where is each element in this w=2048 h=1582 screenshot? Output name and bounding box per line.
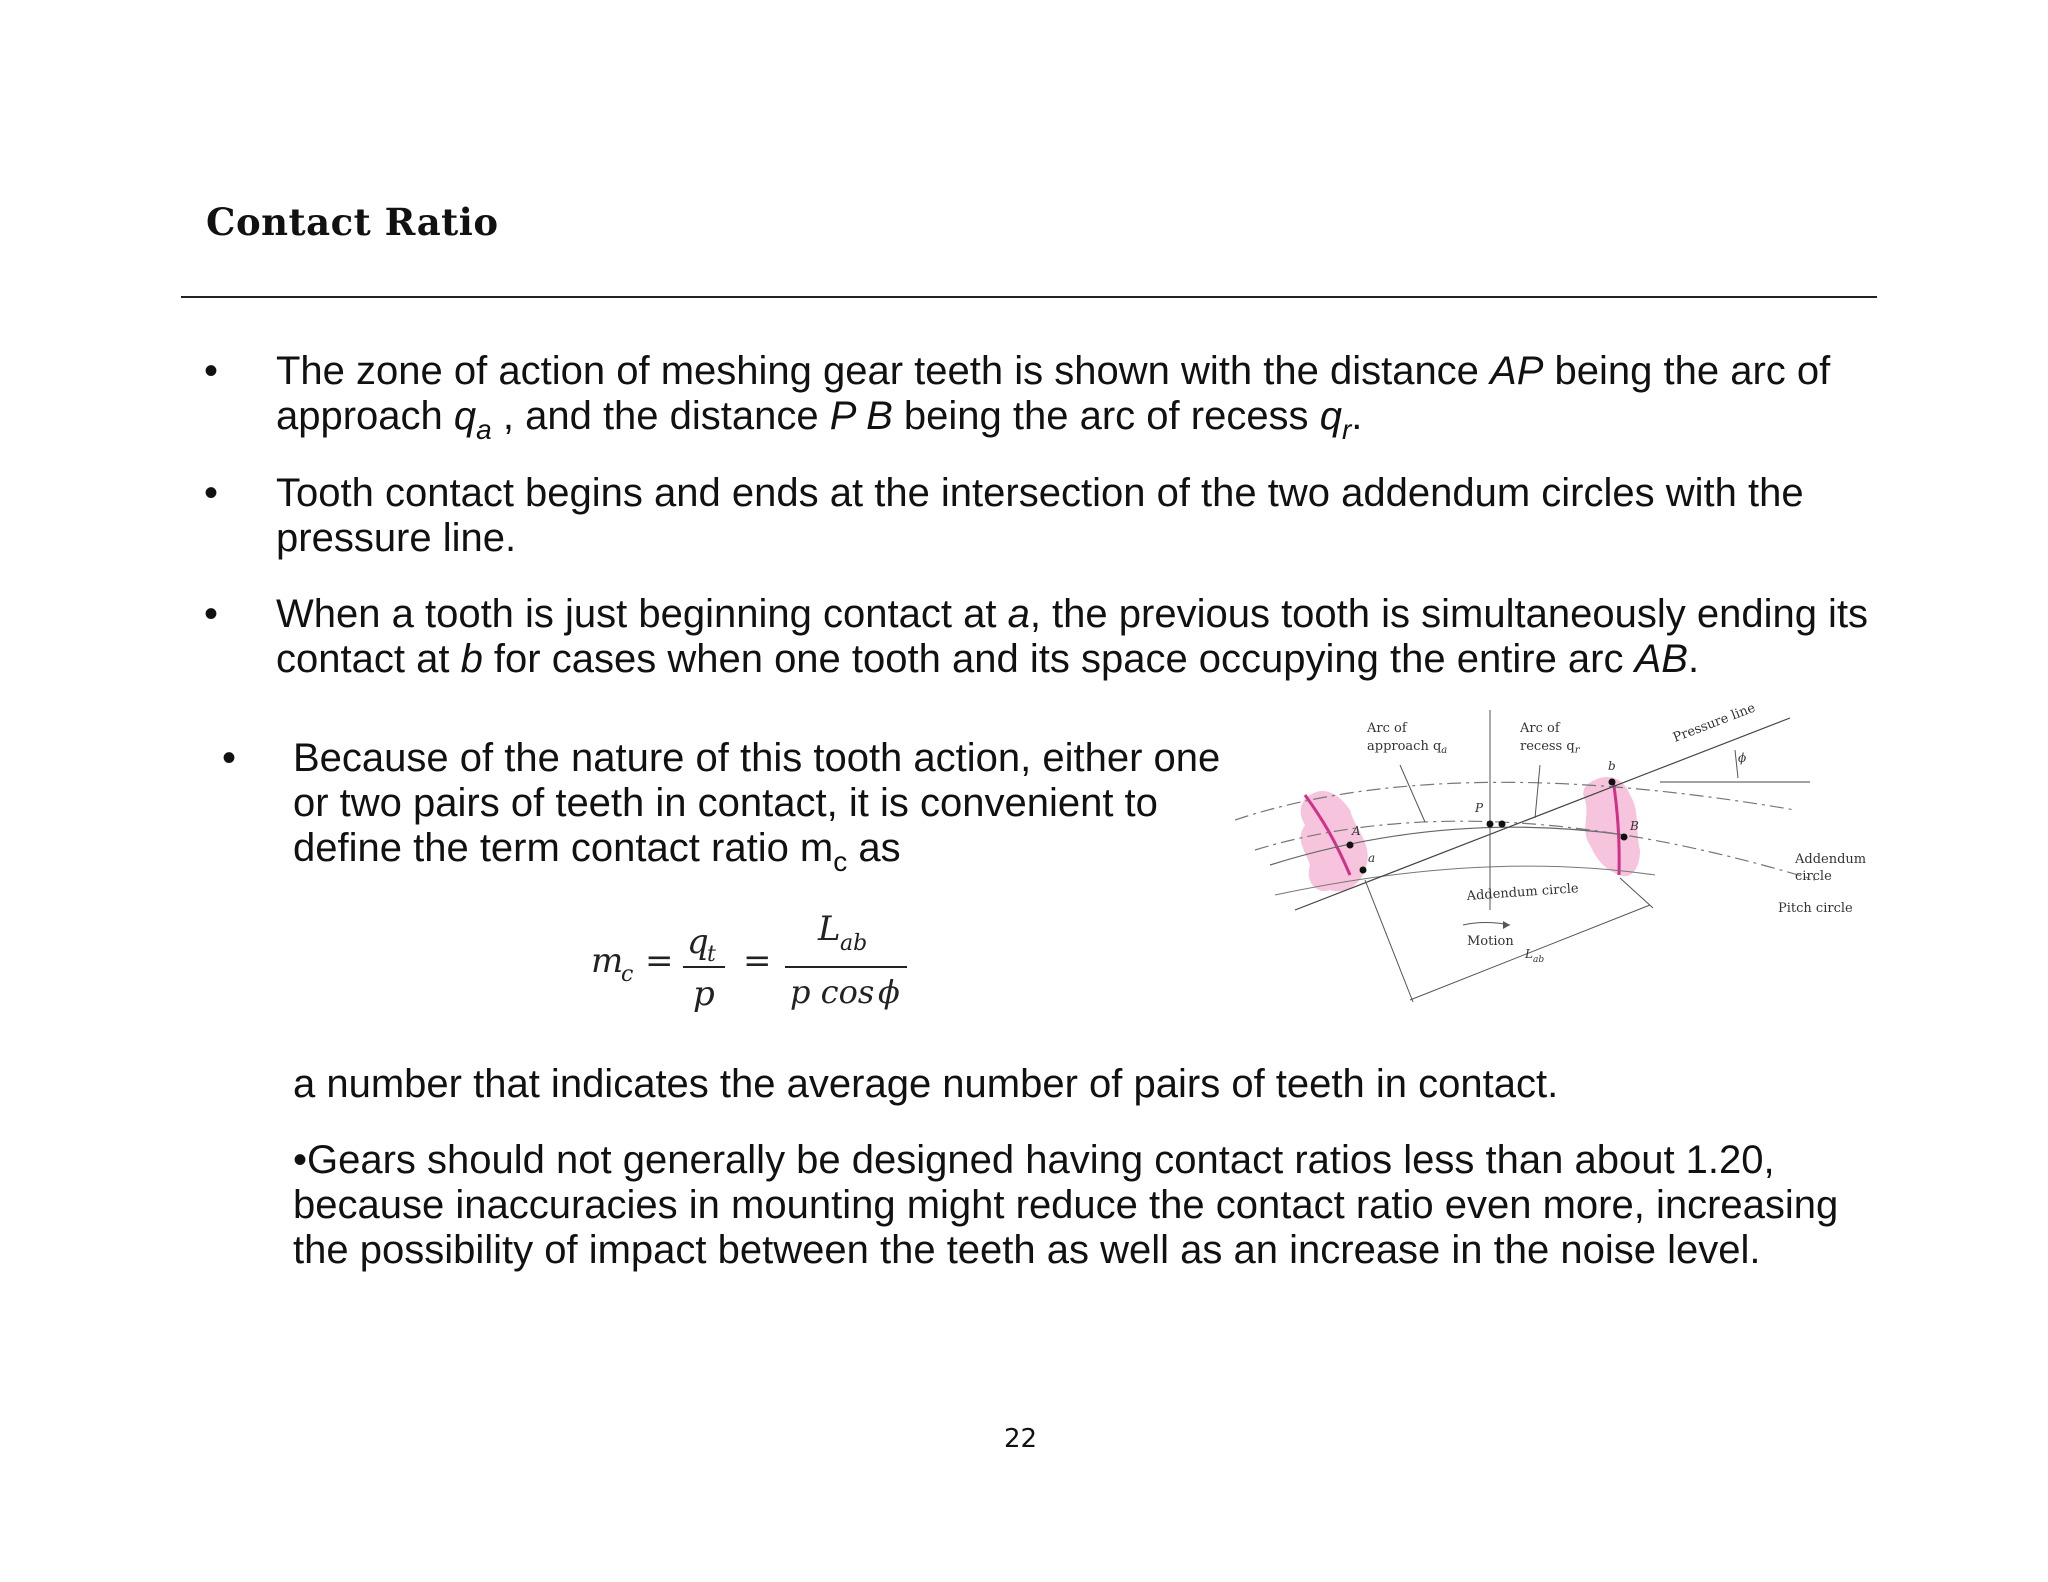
label-lab-sub: ab: [1532, 955, 1545, 965]
contact-ratio-formula: [585, 905, 915, 1015]
var-q: q: [453, 394, 477, 438]
page-number: 22: [1004, 1424, 1038, 1454]
label-arc-of: Arc of: [1367, 721, 1407, 736]
var-b: b: [460, 637, 483, 681]
label-lab-text: L: [1525, 947, 1533, 961]
label-recess-text: recess q: [1520, 739, 1575, 754]
formula-L: L: [818, 909, 841, 949]
text-span: Because of the nature of this tooth action, either one or two pairs of teeth in contact, it is convenient to define the term contact ratio m: [293, 736, 1221, 870]
text-span: being the: [1543, 349, 1731, 393]
bullet-tooth-beginning: [276, 592, 1896, 682]
var-pb: P B: [829, 394, 893, 438]
label-approach: [1367, 739, 1447, 756]
text-span: for cases when one tooth and its space occupying the entire arc: [482, 637, 1635, 681]
term-arc-of-approach: arc of approach: [276, 349, 1831, 438]
bullet-zone-of-action: [276, 349, 1896, 445]
text-span: The zone of action of meshing gear teeth is shown with the distance: [276, 349, 1491, 393]
subscript-c: c: [833, 846, 848, 877]
point-P-dot: [1487, 821, 1494, 828]
label-pressure-line: Pressure line: [1671, 700, 1758, 746]
label-arc-of: Arc of: [1520, 721, 1560, 736]
label-B: B: [1630, 819, 1639, 833]
formula-q: q: [687, 922, 709, 962]
label-recess-sub: r: [1574, 745, 1580, 756]
bullet-marker: •: [204, 471, 219, 515]
bullet-contact-ratio-definition: [293, 736, 1233, 877]
formula-p: p: [693, 974, 715, 1014]
var-q: q: [1319, 394, 1342, 438]
motion-arrowhead: [1503, 921, 1510, 929]
label-circle: circle: [1795, 869, 1832, 884]
subscript-r: r: [1341, 414, 1352, 445]
label-a: a: [1368, 851, 1376, 865]
text-span: .: [1351, 394, 1363, 438]
text-span: as: [847, 826, 901, 870]
point-P2-dot: [1499, 821, 1506, 828]
label-recess: [1520, 739, 1581, 756]
bullet-marker: •: [204, 349, 219, 393]
point-A-dot: [1347, 842, 1354, 849]
page-title: Contact Ratio: [206, 200, 499, 244]
label-lab: [1524, 947, 1544, 965]
subscript-a: a: [476, 414, 492, 445]
formula-equals: =: [645, 941, 674, 981]
formula-denominator: p cos: [790, 973, 875, 1011]
contact-zone-diagram: [1235, 700, 1875, 1010]
var-ap: AP: [1490, 349, 1544, 393]
paragraph-average-pairs: a number that indicates the average number of pairs of teeth in contact.: [293, 1062, 1559, 1106]
motion-arrow: [1463, 923, 1510, 926]
term-arc-of-recess: arc of recess: [1079, 394, 1309, 438]
formula-L-sub: ab: [840, 931, 868, 956]
paragraph-gear-design-note: •Gears should not generally be designed having contact ratios less than about 1.20, because inaccuracies in mounting might reduce the contact ratio even more, increasing the possibility of impact between the teeth as well as an increase in the noise level.: [293, 1138, 1839, 1272]
label-motion: Motion: [1467, 934, 1514, 949]
formula-equals: =: [743, 941, 772, 981]
point-B-dot: [1621, 834, 1628, 841]
label-P: P: [1475, 801, 1484, 815]
formula-m: m: [591, 941, 624, 981]
pointer-arc-recess: [1535, 765, 1540, 818]
label-phi: ϕ: [1738, 751, 1747, 765]
label-pitch-circle: Pitch circle: [1778, 901, 1853, 916]
lab-extension-right: [1620, 878, 1653, 908]
label-A: A: [1352, 824, 1361, 838]
text-span: .: [1687, 637, 1700, 681]
text-span: being the: [892, 394, 1080, 438]
text-span: , the previous tooth is simultaneously ending its contact at: [276, 592, 1869, 681]
text-span: , and the distance: [491, 394, 830, 438]
formula-phi: ϕ: [878, 973, 900, 1011]
text-span: When a tooth is just beginning contact at: [276, 592, 1008, 636]
point-a-dot: [1360, 867, 1367, 874]
label-b: b: [1608, 759, 1616, 773]
title-divider: [181, 296, 1877, 298]
bullet-marker: •: [222, 736, 237, 780]
pointer-arc-approach: [1400, 765, 1425, 822]
bullet-marker: •: [204, 592, 219, 636]
label-addendum: Addendum: [1795, 852, 1867, 867]
label-approach-sub: a: [1441, 745, 1448, 756]
lab-extension-left: [1365, 880, 1413, 1002]
formula-q-sub: t: [707, 942, 716, 967]
formula-m-sub: c: [621, 962, 634, 987]
var-a: a: [1007, 592, 1030, 636]
label-addendum-circle: Addendum circle: [1466, 881, 1580, 904]
point-b-dot: [1609, 779, 1616, 786]
bullet-tooth-contact: Tooth contact begins and ends at the intersection of the two addendum circles with the pressure line.: [276, 471, 1804, 560]
label-approach-text: approach q: [1367, 739, 1442, 754]
var-ab: AB: [1634, 637, 1688, 681]
